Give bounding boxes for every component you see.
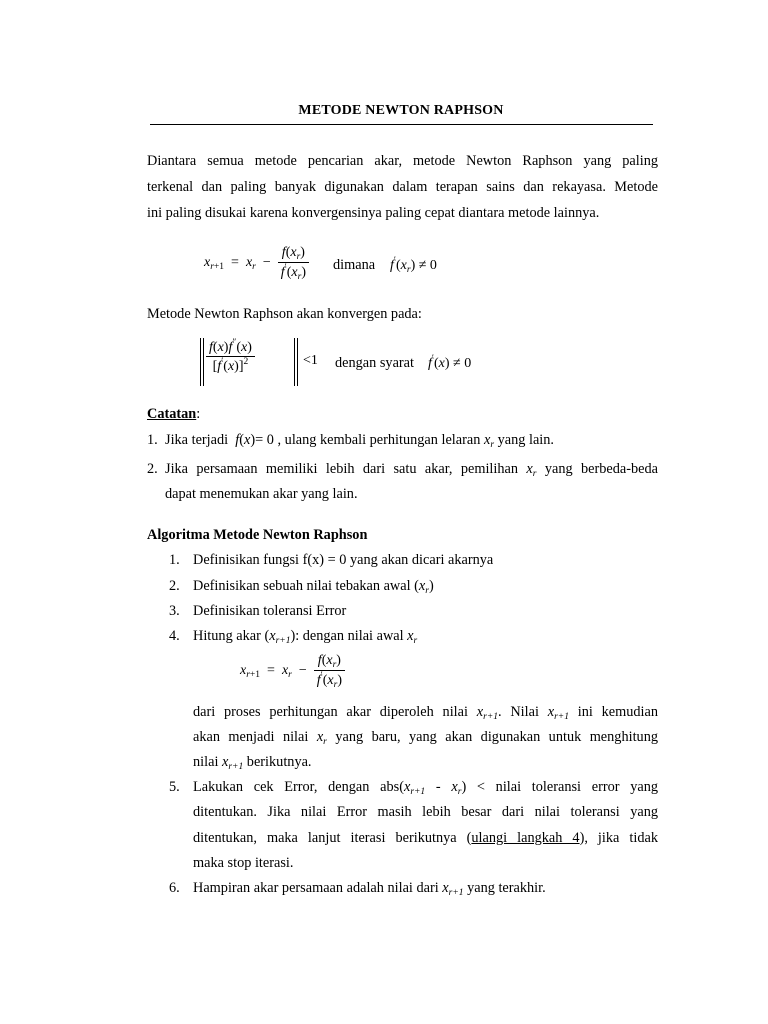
algoritma-heading: Algoritma Metode Newton Raphson [147, 527, 368, 543]
step-4-text: Hitung akar $(x_{r+1})$: dengan nilai awal $x_r$ [193, 628, 418, 646]
catatan-item-2-line-2: dapat menemukan akar yang lain. [165, 486, 358, 502]
step-6-text: Hampiran akar persamaan adalah nilai dari $x_{r+1}$ yang terakhir. [193, 880, 546, 898]
step-2-text: Definisikan sebuah nilai tebakan awal $(x_r)$ [193, 578, 434, 596]
catatan-heading: Catatan: [147, 406, 201, 422]
step-4-desc-line-3: nilai $x_{r+1}$ berikutnya. [193, 754, 312, 772]
step-3-text: Definisikan toleransi Error [193, 603, 347, 619]
convergence-formula: $\frac{f(x)f''(x)}{[f'(x)]^2}$ <1 [200, 338, 255, 388]
derivative-nonzero-condition: $f'(x_r) \ne 0$ [390, 256, 437, 275]
page-title: METODE NEWTON RAPHSON [298, 103, 504, 118]
step-1-number: 1. [169, 552, 180, 568]
syarat-label: dengan syarat [335, 355, 414, 371]
intro-line-1: Diantara semua metode pencarian akar, metode Newton Raphson yang paling [147, 153, 658, 169]
step-5-line-3: ditentukan, maka lanjut iterasi berikutnya (ulangi langkah 4), jika tidak [193, 830, 658, 846]
convergence-intro: Metode Newton Raphson akan konvergen pada: [147, 306, 422, 322]
catatan-item-2-line-1: Jika persamaan memiliki lebih dari satu akar, pemilihan $x_r$ yang berbeda-beda [165, 461, 659, 479]
newton-raphson-formula: $x_{r+1} = x_r$ − $\frac{f(x_r)}{f'(x_r)}$ [204, 245, 309, 282]
step-3-number: 3. [169, 603, 180, 619]
catatan-item-2-number: 2. [147, 461, 158, 477]
dimana-label: dimana [333, 257, 376, 273]
step-5-line-2: ditentukan. Jika nilai Error masih lebih besar dari nilai toleransi yang [193, 804, 658, 820]
iteration-formula: $x_{r+1} = x_r$ − $\frac{f(x_r)}{f'(x_r)}$ [240, 653, 345, 690]
step-4-desc-line-1: dari proses perhitungan akar diperoleh nilai $x_{r+1}$. Nilai $x_{r+1}$ ini kemudian [193, 704, 659, 722]
step-5-line-1: Lakukan cek Error, dengan $abs(x_{r+1} - x_r)$ < nilai toleransi error yang [193, 779, 659, 797]
step-4-desc-line-2: akan menjadi nilai $x_r$ yang baru, yang akan digunakan untuk menghitung [193, 729, 658, 747]
ulangi-langkah-4-link[interactable]: ulangi langkah 4 [471, 830, 580, 846]
catatan-item-1-number: 1. [147, 432, 158, 448]
step-5-number: 5. [169, 779, 180, 795]
convergence-condition: f′(x) ≠ 0 [428, 354, 472, 371]
catatan-item-1: Jika terjadi f(x)= 0 , ulang kembali perhitungan lelaran $x_r$ yang lain. [165, 432, 554, 450]
step-2-number: 2. [169, 578, 180, 594]
step-4-number: 4. [169, 628, 180, 644]
intro-line-3: ini paling disukai karena konvergensinya paling cepat diantara metode lainnya. [147, 205, 600, 221]
title-underline [150, 124, 653, 125]
intro-line-2: terkenal dan paling banyak digunakan dalam terapan sains dan rekayasa. Metode [147, 179, 658, 195]
step-5-line-4: maka stop iterasi. [193, 855, 294, 871]
step-6-number: 6. [169, 880, 180, 896]
step-1-text: Definisikan fungsi f(x) = 0 yang akan dicari akarnya [193, 552, 494, 568]
